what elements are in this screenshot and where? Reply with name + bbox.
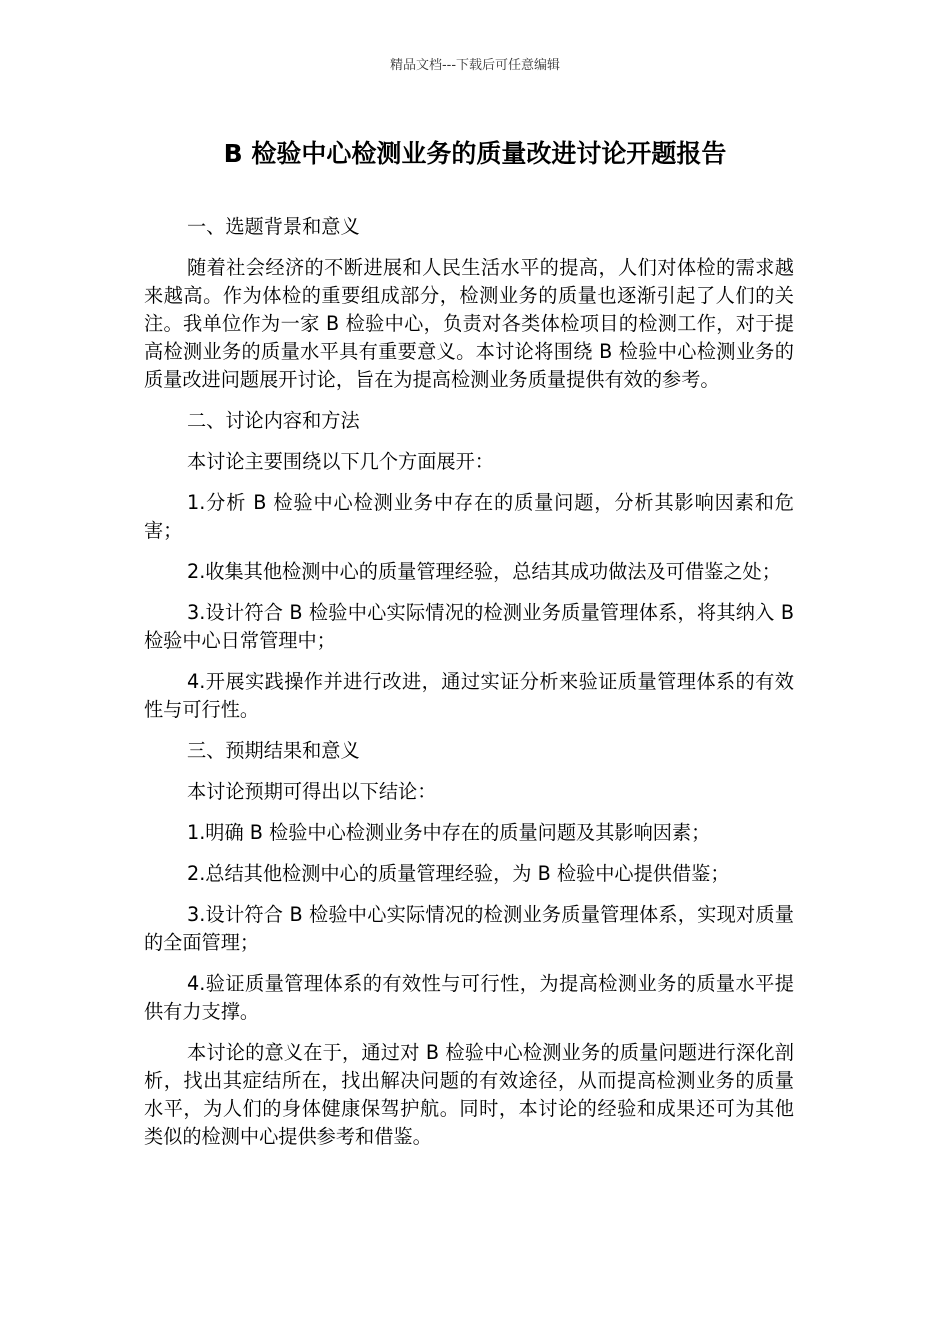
list-item: 3.设计符合 B 检验中心实际情况的检测业务质量管理体系，实现对质量的全面管理； (144, 903, 794, 954)
list-item: 1.明确 B 检验中心检测业务中存在的质量问题及其影响因素； (187, 821, 711, 844)
list-item: 2.总结其他检测中心的质量管理经验，为 B 检验中心提供借鉴； (187, 862, 730, 885)
body-paragraph-conclusions-intro: 本讨论预期可得出以下结论： (187, 780, 437, 803)
list-item: 2.收集其他检测中心的质量管理经验，总结其成功做法及可借鉴之处； (187, 560, 781, 583)
page-header-note: 精品文档---下载后可任意编辑 (389, 58, 561, 73)
body-paragraph-intro: 本讨论主要围绕以下几个方面展开： (187, 450, 494, 473)
document-body (144, 213, 794, 1164)
section-heading-expected-results: 三、预期结果和意义 (187, 739, 360, 762)
body-paragraph-background: 随着社会经济的不断进展和人民生活水平的提高，人们对体检的需求越来越高。作为体检的重要组成部分，检测业务的质量也逐渐引起了人们的关注。我单位作为一家 B 检验中心，负责对各类体检项目的检测工作，对于提高检测业务的质量水平具有重要意义。本讨论将围绕 B 检验中心检测业务的质量改进问题展开讨论，旨在为提高检测业务质量提供有效的参考。 (144, 256, 794, 391)
document-title: B 检验中心检测业务的质量改进讨论开题报告 (223, 139, 727, 168)
section-heading-content-methods: 二、讨论内容和方法 (187, 409, 360, 432)
list-item: 1.分析 B 检验中心检测业务中存在的质量问题，分析其影响因素和危害； (144, 491, 794, 542)
list-item: 4.验证质量管理体系的有效性与可行性，为提高检测业务的质量水平提供有力支撑。 (144, 972, 794, 1023)
section-heading-background: 一、选题背景和意义 (187, 215, 360, 238)
body-paragraph-significance: 本讨论的意义在于，通过对 B 检验中心检测业务的质量问题进行深化剖析，找出其症结所在，找出解决问题的有效途径，从而提高检测业务的质量水平，为人们的身体健康保驾护航。同时，本讨论的经验和成果还可为其他类似的检测中心提供参考和借鉴。 (144, 1041, 794, 1148)
list-item: 3.设计符合 B 检验中心实际情况的检测业务质量管理体系，将其纳入 B 检验中心日常管理中； (144, 601, 794, 652)
list-item: 4.开展实践操作并进行改进，通过实证分析来验证质量管理体系的有效性与可行性。 (144, 670, 794, 721)
